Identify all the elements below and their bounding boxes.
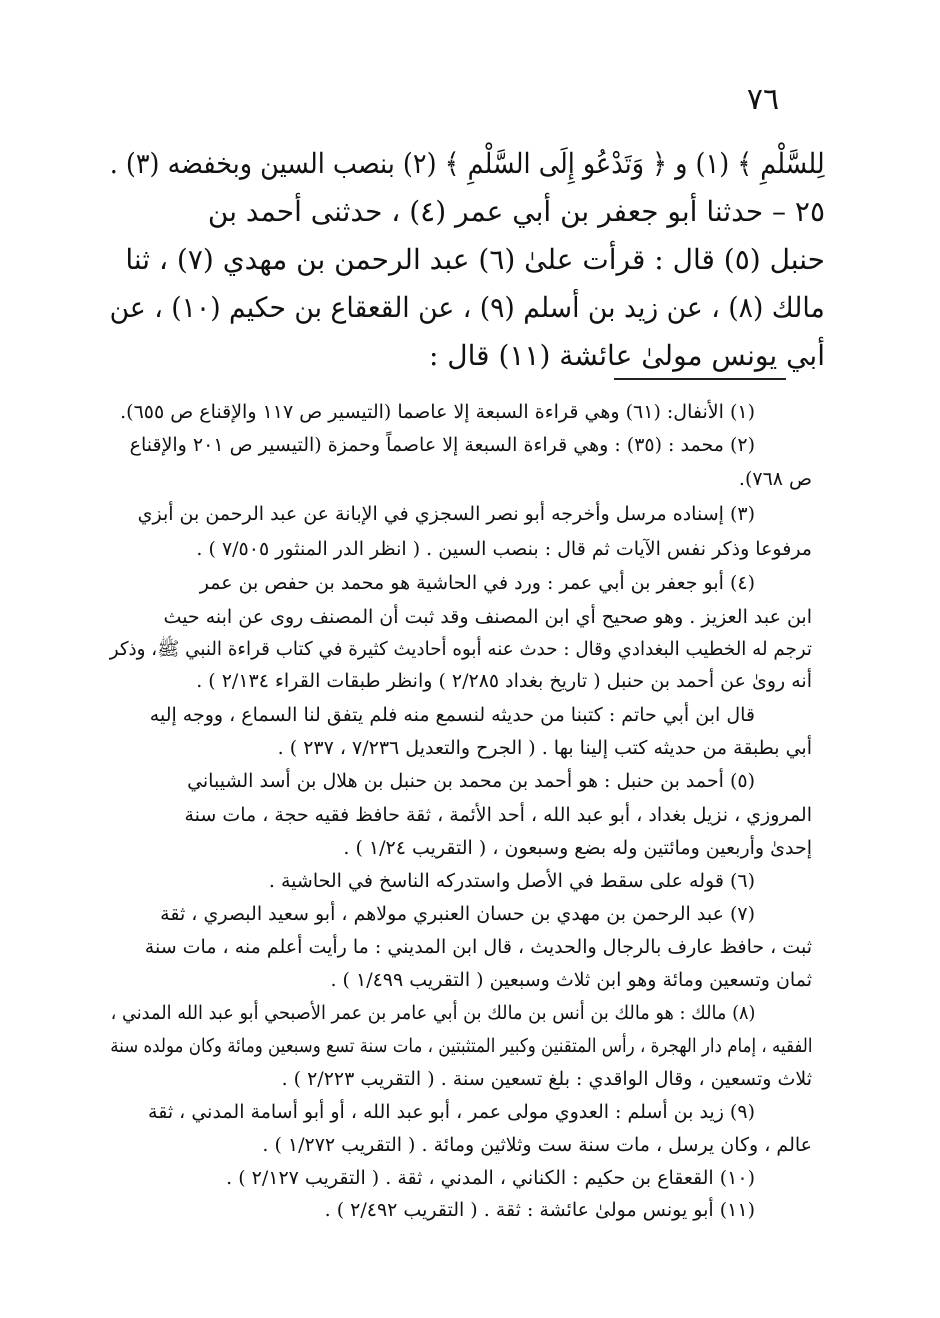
footnote-line: (١١) أبو يونس مولىٰ عائشة : ثقة . ( التقريب ٢/٤٩٢ ) . [324, 1199, 755, 1221]
footnote-line: أبي بطبقة من حديثه كتب إلينا بها . ( الجرح والتعديل ٧/٢٣٦ ، ٢٣٧ ) . [277, 737, 812, 759]
footnote-line: ثلاث وتسعين ، وقال الواقدي : بلغ تسعين سنة . ( التقريب ٢/٢٢٣ ) . [281, 1068, 812, 1090]
footnote-line: (١٠) القعقاع بن حكيم : الكناني ، المدني ، ثقة . ( التقريب ٢/١٢٧ ) . [226, 1167, 755, 1189]
main-text-line: أبي يونس مولىٰ عائشة (١١) قال : [428, 339, 825, 372]
footnote-line: ابن عبد العزيز . وهو صحيح أي ابن المصنف وقد ثبت أن المصنف روى عن ابنه حيث [163, 606, 812, 628]
footnote-line: ترجم له الخطيب البغدادي وقال : حدث عنه أبوه أحاديث كثيرة في كتاب قراءة النبي ﷺ، وذكر [109, 638, 812, 660]
main-text-line: حنبل (٥) قال : قرأت علىٰ (٦) عبد الرحمن بن مهدي (٧) ، ثنا [125, 243, 825, 276]
footnote-line: ثبت ، حافظ عارف بالرجال والحديث ، قال ابن المديني : ما رأيت أعلم منه ، مات سنة [144, 936, 812, 958]
footnote-line: قال ابن أبي حاتم : كتبنا من حديثه لنسمع منه فلم يتفق لنا السماع ، ووجه إليه [149, 704, 755, 726]
footnote-line: (٦) قوله على سقط في الأصل واستدركه الناسخ في الحاشية . [268, 870, 755, 892]
footnote-line: (٩) زيد بن أسلم : العدوي مولى عمر ، أبو عبد الله ، أو أبو أسامة المدني ، ثقة [148, 1101, 755, 1123]
footnote-line: (٨) مالك : هو مالك بن أنس بن مالك بن أبي عامر بن عمر الأصبحي أبو عبد الله المدني ، [110, 1002, 755, 1024]
main-text-line: مالك (٨) ، عن زيد بن أسلم (٩) ، عن القعقاع بن حكيم (١٠) ، عن [109, 291, 825, 324]
footnote-line: إحدىٰ وأربعين ومائتين وله بضع وسبعون ، ( التقريب ١/٢٤ ) . [343, 837, 812, 859]
footnote-line: (٥) أحمد بن حنبل : هو أحمد بن محمد بن حنبل بن هلال بن أسد الشيباني [187, 770, 755, 792]
footnote-line: (٣) إسناده مرسل وأخرجه أبو نصر السجزي في الإبانة عن عبد الرحمن بن أبزي [137, 503, 755, 525]
footnote-line: المروزي ، نزيل بغداد ، أبو عبد الله ، أحد الأئمة ، ثقة حافظ فقيه حجة ، مات سنة [184, 804, 812, 826]
main-text-line: لِلسَّلْمِ ﴾ (١) و ﴿ وَتَدْعُو إِلَى السَّلْمِ ﴾ (٢) بنصب السين وبخفضه (٣) . [110, 147, 825, 180]
main-text-line: ٢٥ – حدثنا أبو جعفر بن أبي عمر (٤) ، حدثنى أحمد بن [207, 195, 825, 228]
footnote-line: أنه روىٰ عن أحمد بن حنبل ( تاريخ بغداد ٢/٢٨٥ ) وانظر طبقات القراء ٢/١٣٤ ) . [196, 670, 812, 692]
footnote-line: (٧) عبد الرحمن بن مهدي بن حسان العنبري مولاهم ، أبو سعيد البصري ، ثقة [160, 903, 755, 925]
footnote-line: (١) الأنفال: (٦١) وهي قراءة السبعة إلا عاصما (التيسير ص ١١٧ والإقناع ص ٦٥٥). [120, 401, 755, 423]
footnote-line: (٢) محمد : (٣٥) : وهي قراءة السبعة إلا عاصماً وحمزة (التيسير ص ٢٠١ والإقناع [129, 434, 755, 456]
footnote-line: (٤) أبو جعفر بن أبي عمر : ورد في الحاشية هو محمد بن حفص بن عمر [199, 572, 755, 594]
footnote-line: مرفوعا وذكر نفس الآيات ثم قال : بنصب السين . ( انظر الدر المنثور ٧/٥٠٥ ) . [196, 538, 812, 560]
page-number: ٧٦ [746, 82, 780, 117]
footnote-line: عالم ، وكان يرسل ، مات سنة ست وثلاثين ومائة . ( التقريب ١/٢٧٢ ) . [262, 1134, 812, 1156]
footnote-line: الفقيه ، إمام دار الهجرة ، رأس المتقنين وكبير المتثبتين ، مات سنة تسع وسبعين ومائة وكان مولده سنة [109, 1035, 812, 1057]
footnote-line: ص ٧٦٨). [738, 468, 812, 490]
footnote-line: ثمان وتسعين ومائة وهو ابن ثلاث وسبعين ( التقريب ١/٤٩٩ ) . [330, 969, 812, 991]
